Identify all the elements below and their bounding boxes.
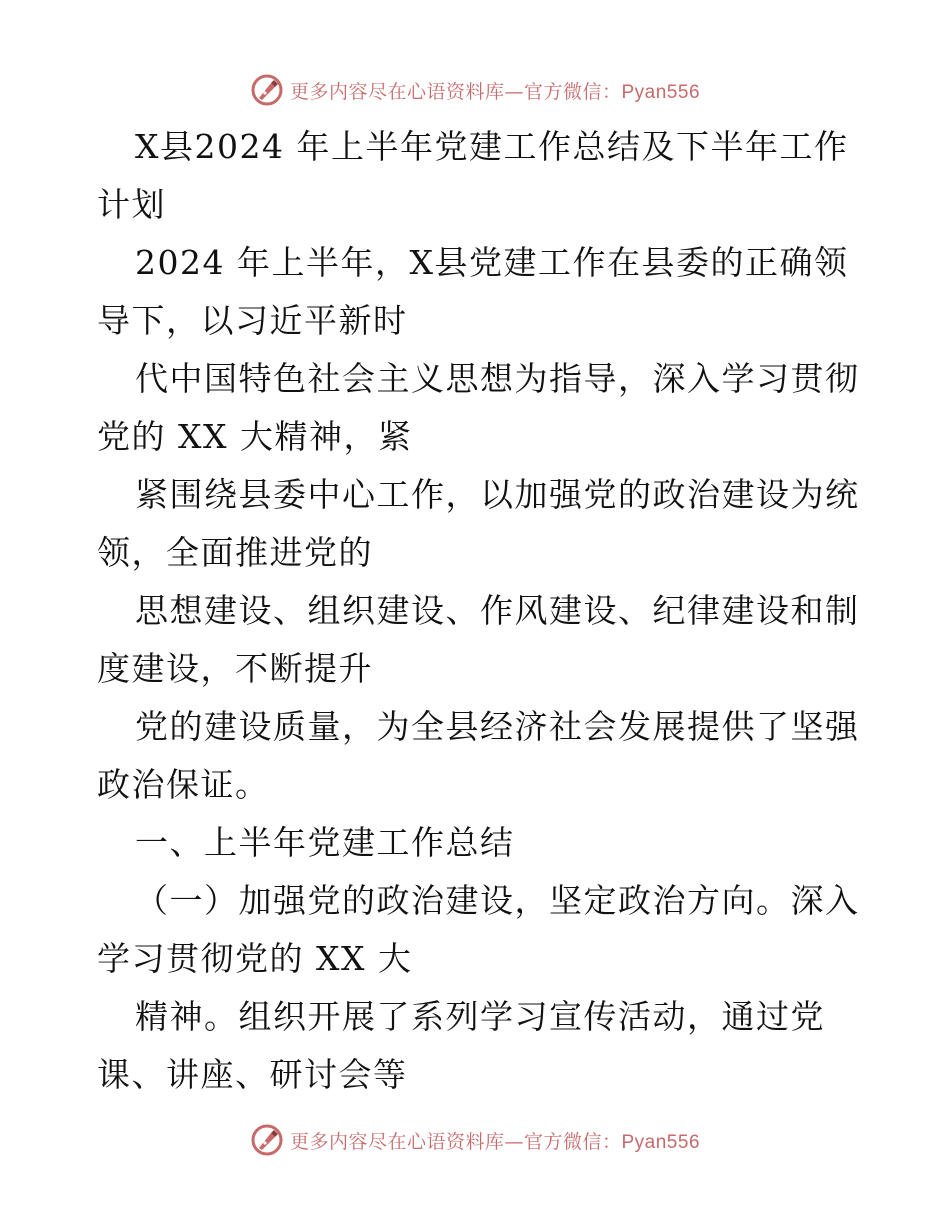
doc-line-9: 思想建设、组织建设、作风建设、纪律建设和制 [135,591,860,630]
doc-line-10: 度建设，不断提升 [97,649,373,688]
doc-line-3: 2024 年上半年，X县党建工作在县委的正确领 [135,243,849,282]
doc-line-8: 领，全面推进党的 [97,533,373,572]
doc-line-5: 代中国特色社会主义思想为指导，深入学习贯彻 [135,359,860,398]
document-body [97,118,860,1104]
doc-line-1: X县2024 年上半年党建工作总结及下半年工作 [135,127,849,166]
doc-line-17: 课、讲座、研讨会等 [97,1055,408,1094]
watermark-header [0,70,950,110]
pen-nib-logo-icon [250,73,284,107]
doc-line-4: 导下，以习近平新时 [97,301,408,340]
doc-line-14: （一）加强党的政治建设，坚定政治方向。深入 [135,881,860,920]
watermark-text: 更多内容尽在心语资料库—官方微信：Pyan556 [289,80,701,103]
doc-line-15: 学习贯彻党的 XX 大 [97,939,413,978]
section-heading: 一、上半年党建工作总结 [135,823,515,862]
doc-line-12: 政治保证。 [97,765,270,804]
watermark-footer [0,1120,950,1160]
doc-line-2: 计划 [97,185,166,224]
doc-line-6: 党的 XX 大精神，紧 [97,417,413,456]
doc-line-11: 党的建设质量，为全县经济社会发展提供了坚强 [135,707,860,746]
doc-line-16: 精神。组织开展了系列学习宣传活动，通过党 [135,997,825,1036]
doc-line-7: 紧围绕县委中心工作，以加强党的政治建设为统 [135,475,860,514]
pen-nib-logo-icon [250,1123,284,1157]
watermark-text: 更多内容尽在心语资料库—官方微信：Pyan556 [289,1130,701,1153]
